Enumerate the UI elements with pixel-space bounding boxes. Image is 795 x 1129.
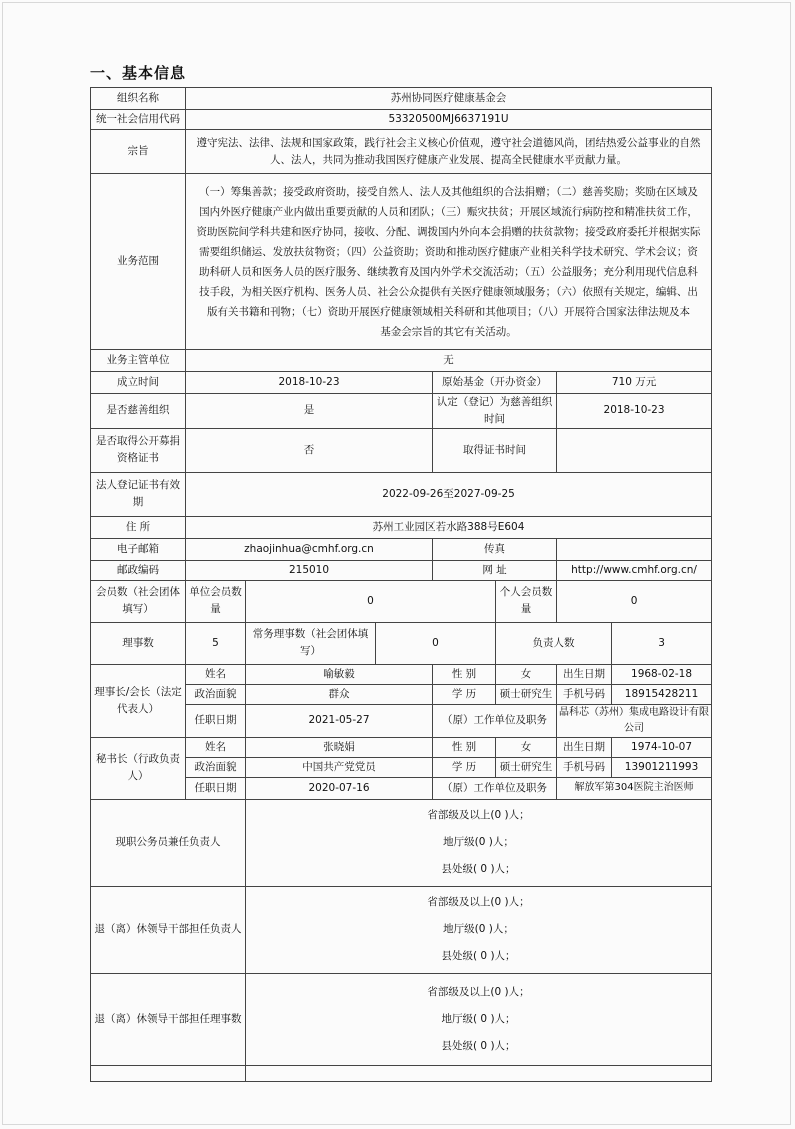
org-name-value: 苏州协同医疗健康基金会 [186,88,712,110]
civil-servant-provincial: 省部级及以上(0 )人； [427,809,530,822]
chairman-phone-label: 手机号码 [557,684,612,704]
org-name-label: 组织名称 [91,88,186,110]
chairman-label: 理事长/会长（法定代表人） [91,664,186,737]
secretary-birth-value: 1974-10-07 [612,737,712,757]
leaders-value: 3 [612,622,712,664]
established-value: 2018-10-23 [186,372,433,394]
charity-date-value: 2018-10-23 [557,394,712,429]
established-label: 成立时间 [91,372,186,394]
row-retired-director [91,973,712,1065]
secretary-label: 秘书长（行政负责人） [91,737,186,799]
website-label: 网 址 [433,560,557,580]
chairman-gender-value: 女 [496,664,557,684]
row-org-name [91,88,712,110]
postcode-value: 215010 [186,560,433,580]
original-fund-value: 710 万元 [557,372,712,394]
unit-members-value: 0 [246,580,496,622]
retired-leader-prefectural: 地厅级(0 )人； [443,923,514,936]
secretary-political-label: 政治面貌 [186,757,246,777]
business-scope-label: 业务范围 [91,174,186,350]
chairman-name-value: 喻敏毅 [246,664,433,684]
chairman-birth-label: 出生日期 [557,664,612,684]
row-civil-servant [91,799,712,886]
civil-servant-county: 县处级( 0 )人； [441,863,516,876]
cert-date-label: 取得证书时间 [433,428,557,472]
member-count-label: 会员数（社会团体填写） [91,580,186,622]
row-fundraising [91,428,712,472]
row-blank-bottom [91,1065,712,1081]
retired-leader-county: 县处级( 0 )人； [441,950,516,963]
secretary-term-label: 任职日期 [186,777,246,799]
row-chairman-name [91,664,712,684]
chairman-term-label: 任职日期 [186,704,246,737]
chairman-political-value: 群众 [246,684,433,704]
civil-servant-prefectural: 地厅级(0 )人； [443,836,514,849]
row-directors [91,622,712,664]
purpose-label: 宗旨 [91,130,186,174]
credit-code-label: 统一社会信用代码 [91,110,186,130]
secretary-name-label: 姓名 [186,737,246,757]
is-charity-label: 是否慈善组织 [91,394,186,429]
row-charity [91,394,712,429]
is-charity-value: 是 [186,394,433,429]
row-purpose [91,130,712,174]
cert-validity-label: 法人登记证书有效期 [91,472,186,516]
blank-cell-left [91,1065,246,1081]
chairman-work-unit-value: 晶科芯（苏州）集成电路设计有限公司 [557,704,712,737]
retired-director-provincial: 省部级及以上(0 )人； [427,985,530,998]
purpose-value: 遵守宪法、法律、法规和国家政策，践行社会主义核心价值观，遵守社会道德风尚，团结热爱公益事业的自然 人、法人，共同为推动我国医疗健康产业发展、提高全民健康水平贡献力量。 [186,130,712,174]
individual-members-label: 个人会员数量 [496,580,557,622]
secretary-gender-value: 女 [496,737,557,757]
retired-director-label: 退（离）休领导干部担任理事数 [91,973,246,1065]
secretary-phone-label: 手机号码 [557,757,612,777]
charity-date-label: 认定（登记）为慈善组织时间 [433,394,557,429]
secretary-term-value: 2020-07-16 [246,777,433,799]
blank-cell-right [246,1065,712,1081]
civil-servant-label: 现职公务员兼任负责人 [91,799,246,886]
retired-director-values [246,973,712,1065]
public-fundraising-value: 否 [186,428,433,472]
directors-label: 理事数 [91,622,186,664]
row-address [91,516,712,538]
secretary-name-value: 张晓娟 [246,737,433,757]
secretary-phone-value: 13901211993 [612,757,712,777]
fax-value [557,538,712,560]
secretary-education-value: 硕士研究生 [496,757,557,777]
row-email [91,538,712,560]
address-label: 住 所 [91,516,186,538]
chairman-birth-value: 1968-02-18 [612,664,712,684]
chairman-gender-label: 性 别 [433,664,496,684]
retired-director-prefectural: 地厅级( 0 )人； [441,1012,516,1025]
chairman-political-label: 政治面貌 [186,684,246,704]
retired-leader-provincial: 省部级及以上(0 )人； [427,896,530,909]
secretary-political-value: 中国共产党党员 [246,757,433,777]
email-label: 电子邮箱 [91,538,186,560]
secretary-birth-label: 出生日期 [557,737,612,757]
row-secretary-name [91,737,712,757]
chairman-name-label: 姓名 [186,664,246,684]
original-fund-label: 原始基金（开办资金） [433,372,557,394]
chairman-term-value: 2021-05-27 [246,704,433,737]
website-value: http://www.cmhf.org.cn/ [557,560,712,580]
retired-director-county: 县处级( 0 )人； [441,1039,516,1052]
fax-label: 传真 [433,538,557,560]
retired-leader-values [246,886,712,973]
retired-leader-label: 退（离）休领导干部担任负责人 [91,886,246,973]
individual-members-value: 0 [557,580,712,622]
chairman-education-label: 学 历 [433,684,496,704]
standing-directors-label: 常务理事数（社会团体填写） [246,622,376,664]
civil-servant-values [246,799,712,886]
row-supervisor [91,350,712,372]
credit-code-value: 53320500MJ6637191U [186,110,712,130]
business-scope-value: （一）筹集善款；接受政府资助，接受自然人、法人及其他组织的合法捐赠；（二）慈善奖励；奖励在区域及 国内外医疗健康产业内做出重要贡献的人员和团队；（三）赈灾扶贫；开展区域流行病防控和精准扶贫工作， 资助医院间学科共建和医疗协同，接收、分配、调拨国内外向本会捐赠的扶贫款物；接受政府委托并根据实际 需要组织储运、发放扶贫物资；（四）公益资助；资助和推动医疗健康产业相关科学技术研究、学术会议；资 助科研人员和医务人员的医疗服务、继续教育及国内外学术交流活动；（五）公益服务；充分利用现代信息科 技手段，为相关医疗机构、医务人员、社会公众提供有关医疗健康领域服务；（六）依照有关规定，编辑、出 版有关书籍和刊物；（七）资助开展医疗健康领域相关科研和其他项目；（八）开展符合国家法律法规及本 基金会宗旨的其它有关活动。 [186,174,712,350]
row-business-scope [91,174,712,350]
row-established [91,372,712,394]
standing-directors-value: 0 [376,622,496,664]
secretary-work-unit-value: 解放军第304医院主治医师 [557,777,712,799]
supervisor-label: 业务主管单位 [91,350,186,372]
secretary-gender-label: 性 别 [433,737,496,757]
section-title: 一、基本信息 [90,64,187,82]
secretary-work-unit-label: （原）工作单位及职务 [433,777,557,799]
cert-validity-value: 2022-09-26至2027-09-25 [186,472,712,516]
row-retired-leader [91,886,712,973]
supervisor-value: 无 [186,350,712,372]
unit-members-label: 单位会员数量 [186,580,246,622]
row-postcode [91,560,712,580]
chairman-work-unit-label: （原）工作单位及职务 [433,704,557,737]
public-fundraising-label: 是否取得公开募捐资格证书 [91,428,186,472]
row-members [91,580,712,622]
address-value: 苏州工业园区若水路388号E604 [186,516,712,538]
basic-info-table [90,87,712,1082]
secretary-education-label: 学 历 [433,757,496,777]
chairman-education-value: 硕士研究生 [496,684,557,704]
postcode-label: 邮政编码 [91,560,186,580]
row-cert-validity [91,472,712,516]
cert-date-value [557,428,712,472]
directors-value: 5 [186,622,246,664]
leaders-label: 负责人数 [496,622,612,664]
email-value: zhaojinhua@cmhf.org.cn [186,538,433,560]
chairman-phone-value: 18915428211 [612,684,712,704]
row-credit-code [91,110,712,130]
